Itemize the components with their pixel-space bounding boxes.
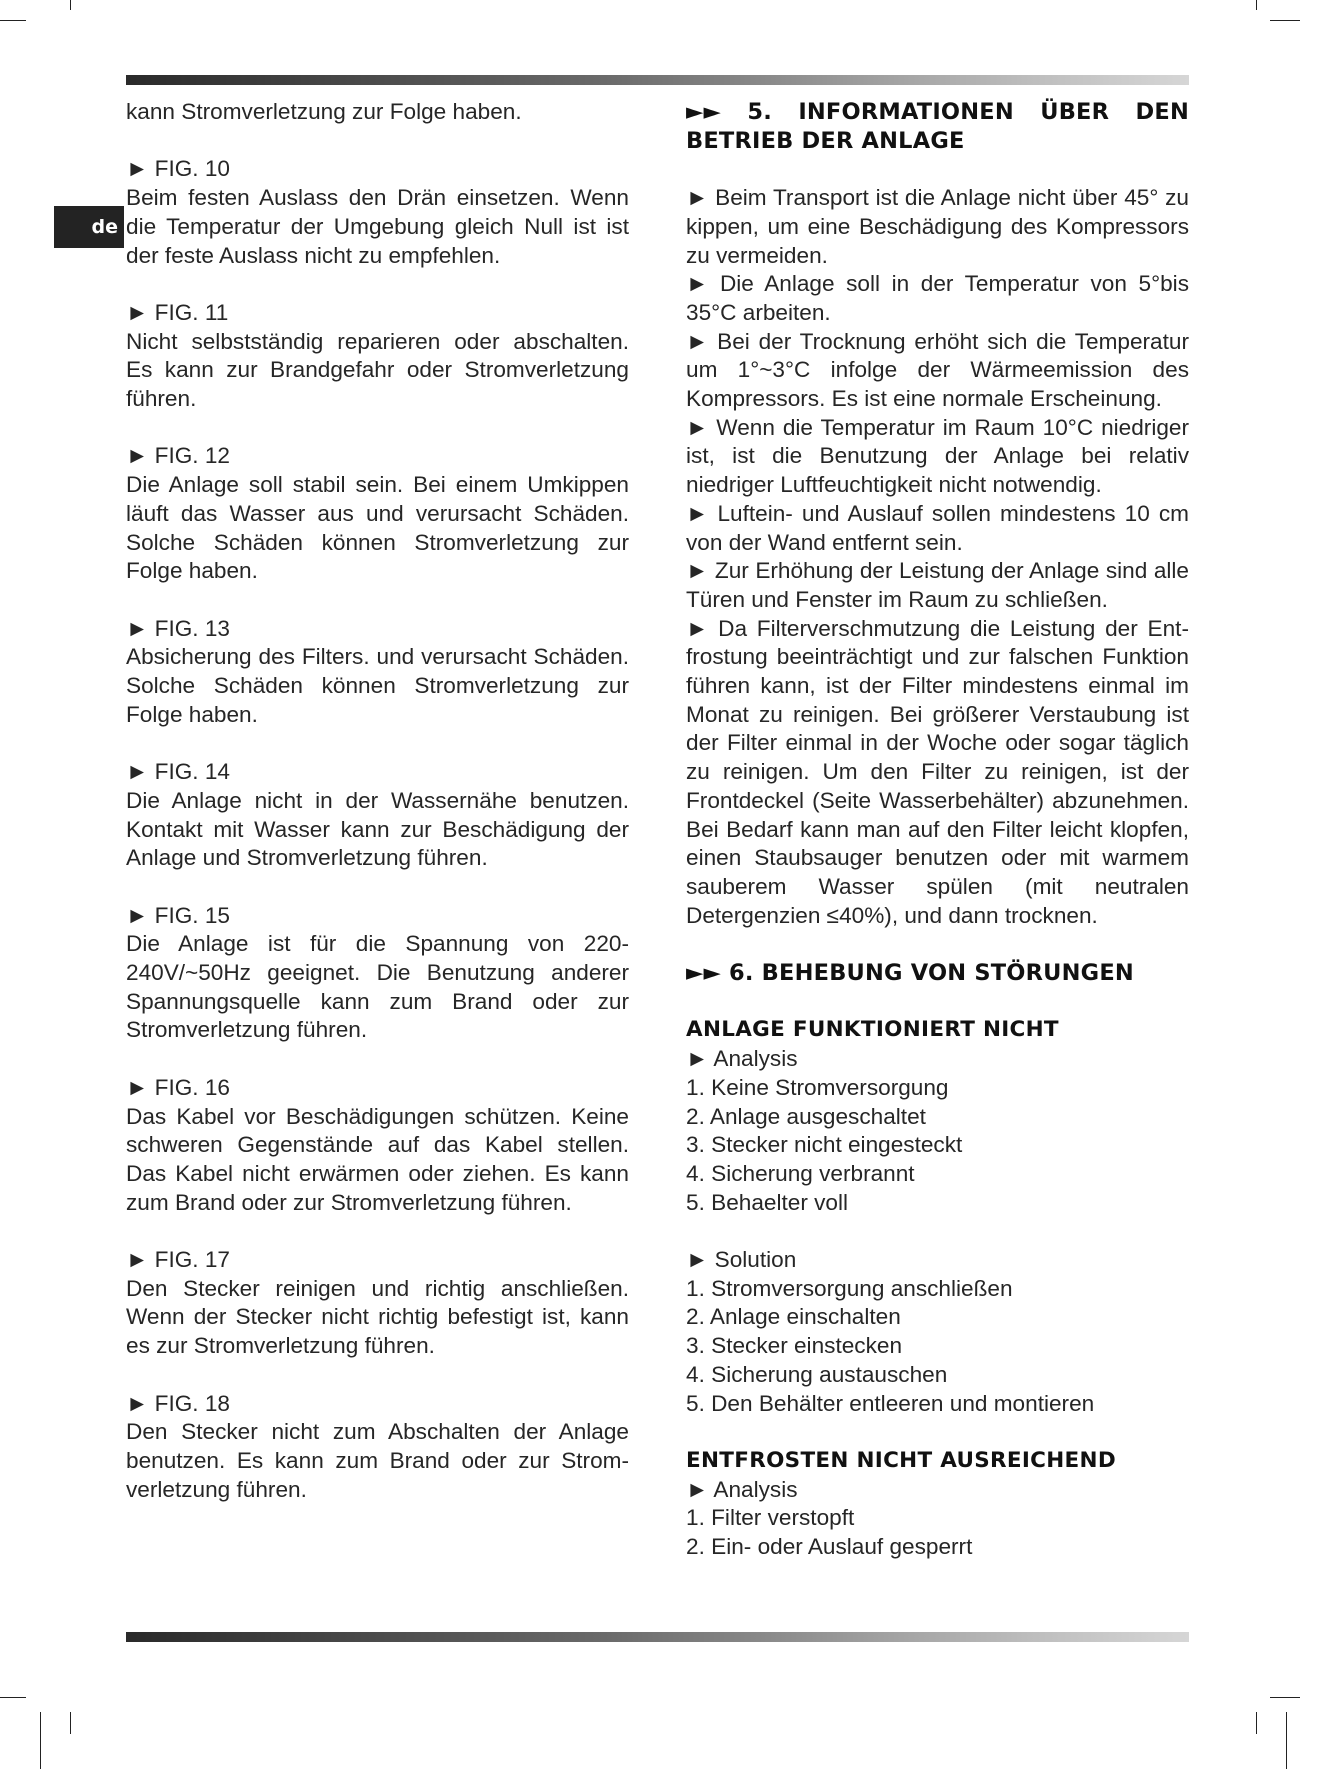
crop-mark (1256, 1712, 1257, 1734)
fig-block-10 (126, 155, 629, 270)
fig-label: ► FIG. 16 (126, 1074, 230, 1100)
crop-mark (70, 0, 71, 10)
fig-text: Das Kabel vor Beschädigungen schützen. Keine schweren Gegenstände auf das Kabel stellen. Das Kabel nicht erwärmen oder ziehen. Es kann zum Brand oder zur Stromverletzung führen. (126, 1103, 629, 1215)
fig-block-13 (126, 615, 629, 730)
solution-item: 4. Sicherung austauschen (686, 1361, 948, 1387)
solution-label: ► Solution (686, 1247, 797, 1273)
crop-mark (1256, 0, 1257, 10)
fig-label: ► FIG. 15 (126, 902, 230, 928)
crop-mark (1270, 1697, 1300, 1698)
analysis-item: 2. Anlage ausgeschaltet (686, 1103, 926, 1129)
analysis-label: ► Analysis (686, 1476, 798, 1502)
solution-item: 3. Stecker einstecken (686, 1333, 903, 1359)
fig-block-17 (126, 1246, 629, 1361)
fig-label: ► FIG. 11 (126, 299, 229, 325)
fig-label: ► FIG. 17 (126, 1247, 230, 1272)
analysis-item: 4. Sicherung verbrannt (686, 1160, 915, 1186)
analysis-item: 5. Behaelter voll (686, 1189, 849, 1215)
fig-block-14 (126, 758, 629, 873)
fig-text: Absicherung des Filters. und verursacht Schäden. Solche Schäden können Stromverletzung zur Folge haben. (126, 644, 629, 727)
section-5-heading (686, 98, 1189, 155)
analysis-item: 2. Ein- oder Auslauf gesperrt (686, 1534, 973, 1560)
analysis-item: 3. Stecker nicht eingesteckt (686, 1132, 963, 1158)
fig-label: ► FIG. 10 (126, 156, 230, 182)
header-rule (126, 75, 1189, 85)
info-bullet: ► Zur Erhöhung der Leistung der Anlage sind alle Türen und Fenster im Raum zu schließen. (686, 558, 1189, 612)
info-bullet: ► Die Anlage soll in der Temperatur von 5°bis 35°C arbeiten. (686, 271, 1189, 325)
solution-item: 1. Stromversorgung anschließen (686, 1275, 1013, 1301)
info-bullet: ► Da Filterverschmutzung die Leistung der Entfrostung beeinträchtigt und zur falschen Funktion führen kann, ist der Filter mindestens einmal im Monat zu reinigen. Bei größerer Verstaubung ist der Filter einmal in der Woche oder sogar täglich zu reinigen. Um den Filter zu reinigen, ist der Frontdeckel (Seite Wasserbehälter) abzunehmen. Bei Bedarf kann man auf den Filter leicht klopfen, einen Staubsauger benutzen oder mit warmem sauberem Wasser spülen (mit neutralen Detergenzien ≤40%), und dann trocknen. (686, 615, 1189, 928)
crop-mark (0, 20, 26, 21)
fig-block-15 (126, 902, 629, 1046)
fig-block-18 (126, 1390, 629, 1505)
fig-label: ► FIG. 12 (126, 443, 230, 469)
analysis-item: 1. Keine Stromversorgung (686, 1074, 949, 1100)
fig-block-12 (126, 442, 629, 586)
analysis-item: 1. Filter verstopft (686, 1505, 855, 1531)
info-bullet: ► Bei der Trocknung erhöht sich die Temperatur um 1°~3°C infolge der Wärmeemission des Kompressors. Es ist eine normale Erscheinung. (686, 328, 1189, 412)
solution-item: 2. Anlage einschalten (686, 1304, 901, 1330)
fig-text: Den Stecker nicht zum Abschalten der Anlage benutzen. Es kann zum Brand oder zur Stromverletzung führen. (126, 1419, 629, 1502)
solution-item: 5. Den Behälter entleeren und montieren (686, 1390, 1095, 1416)
info-bullet: ► Beim Transport ist die Anlage nicht über 45° zu kippen, um eine Beschädigung des Kompressors zu vermeiden. (686, 185, 1189, 268)
left-column (126, 98, 629, 1504)
language-tab: de (54, 206, 124, 248)
info-bullet: ► Wenn die Temperatur im Raum 10°C niedriger ist, ist die Benutzung der Anlage bei relativ niedriger Luftfeuchtigkeit nicht notwendig. (686, 414, 1189, 498)
crop-mark (70, 1712, 71, 1734)
section-5-heading-line1: ►► 5. INFORMATIONEN ÜBER DEN (686, 99, 1189, 125)
crop-mark (1286, 1712, 1287, 1769)
fig-text: Die Anlage ist für die Spannung von 220-240V/~50Hz geeignet. Die Benutzung anderer Spannungsquelle kann zum Brand oder zur Stromverletzung führen. (126, 931, 629, 1043)
intro-text: kann Stromverletzung zur Folge haben. (126, 99, 522, 124)
problem-1-title: ANLAGE FUNKTIONIERT NICHT (686, 1017, 1059, 1043)
fig-text: Die Anlage soll stabil sein. Bei einem Umkippen läuft das Wasser aus und verursacht Schäden. Solche Schäden können Stromverletzung zur Folge haben. (126, 472, 629, 584)
fig-text: Den Stecker reinigen und richtig anschließen. Wenn der Stecker nicht richtig befestigt ist, kann es zur Stromverletzung führen. (126, 1275, 629, 1359)
fig-block-16 (126, 1074, 629, 1218)
info-bullet: ► Luftein- und Auslauf sollen mindestens 10 cm von der Wand entfernt sein. (686, 500, 1189, 555)
section-5-heading-line2: BETRIEB DER ANLAGE (686, 127, 965, 154)
problem-2-title: ENTFROSTEN NICHT AUSREICHEND (686, 1447, 1116, 1473)
fig-block-11 (126, 299, 629, 414)
fig-label: ► FIG. 13 (126, 615, 230, 641)
crop-mark (0, 1697, 26, 1698)
section-6-heading: ►► 6. BEHEBUNG VON STÖRUNGEN (686, 960, 1134, 987)
crop-mark (1270, 20, 1300, 21)
fig-label: ► FIG. 14 (126, 759, 230, 785)
crop-mark (40, 1712, 41, 1769)
fig-text: Nicht selbstständig reparieren oder abschalten. Es kann zur Brandgefahr oder Stromverletzung führen. (126, 328, 629, 411)
footer-rule (126, 1632, 1189, 1642)
analysis-label: ► Analysis (686, 1046, 798, 1072)
fig-text: Beim festen Auslass den Drän einsetzen. Wenn die Temperatur der Umgebung gleich Null ist ist der feste Auslass nicht zu empfehlen. (126, 185, 629, 268)
fig-label: ► FIG. 18 (126, 1390, 230, 1416)
right-column (686, 98, 1189, 1562)
fig-text: Die Anlage nicht in der Wassernähe benutzen. Kontakt mit Wasser kann zur Beschädigung der Anlage und Stromverletzung führen. (126, 787, 629, 871)
